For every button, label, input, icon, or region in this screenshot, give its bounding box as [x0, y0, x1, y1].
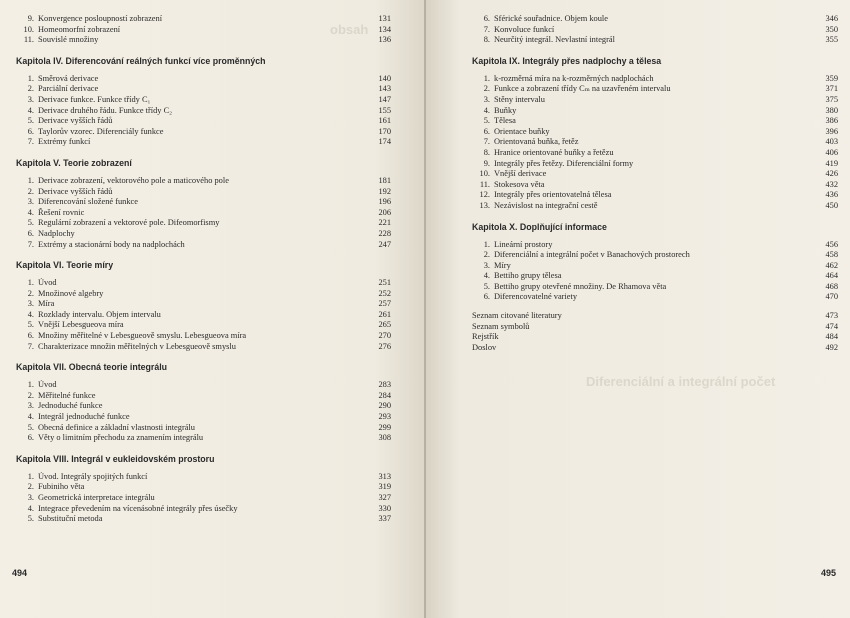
toc-entry: [16, 240, 391, 251]
toc-entry-title: Fubiniho věta: [38, 482, 85, 492]
toc-entry-page: 371: [825, 84, 838, 94]
toc-entry-number: 8.: [483, 147, 490, 157]
toc-entry-title: Seznam symbolů: [472, 321, 530, 331]
chapter-heading: Kapitola IX. Integrály přes nadplochy a tělesa: [472, 55, 662, 66]
toc-entry-page: 470: [825, 292, 838, 302]
toc-entry-number: 4.: [27, 412, 34, 422]
toc-entry-page: 192: [378, 186, 391, 196]
toc-entry-page: 380: [825, 105, 838, 115]
toc-entry: [472, 35, 838, 46]
right-toc-column: [472, 14, 838, 353]
toc-entry-number: 2.: [27, 186, 34, 196]
toc-entry: [472, 148, 838, 159]
toc-entry: [16, 14, 391, 25]
toc-entry-title: Věty o limitním přechodu za znamením integrálu: [38, 433, 204, 443]
toc-entry-page: 308: [378, 433, 391, 443]
toc-entry: [16, 401, 391, 412]
toc-entry-page: 375: [825, 94, 838, 104]
toc-entry: [472, 169, 838, 180]
toc-entry-title: Derivace vyšších řádů: [38, 186, 113, 196]
toc-entry-page: 450: [825, 200, 838, 210]
toc-entry: [472, 282, 838, 293]
toc-entry-title: Úvod: [38, 380, 57, 390]
toc-entry-page: 155: [378, 105, 391, 115]
toc-entry-title: Množiny měřitelné v Lebesgueově smyslu. Lebesgueova míra: [38, 331, 247, 341]
toc-entry-title: Derivace druhého řádu. Funkce třídy C₂: [38, 105, 173, 115]
toc-entry-number: 1.: [27, 175, 34, 185]
toc-entry-title: Bettiho grupy otevřené množiny. De Rhamova věta: [494, 281, 667, 291]
toc-entry-title: Extrémy funkcí: [38, 137, 91, 147]
toc-entry-title: Charakterizace množin měřitelných v Lebesgueově smyslu: [38, 341, 236, 351]
toc-entry-number: 3.: [27, 94, 34, 104]
toc-entry-page: 181: [378, 175, 391, 185]
toc-entry-title: Doslov: [472, 342, 497, 352]
toc-entry: [16, 472, 391, 483]
toc-entry: [472, 271, 838, 282]
toc-entry: [16, 391, 391, 402]
toc-entry-number: 11.: [23, 35, 34, 45]
toc-entry-title: Derivace vyšších řádů: [38, 116, 113, 126]
toc-entry-page: 228: [378, 228, 391, 238]
chapter-heading: Kapitola V. Teorie zobrazení: [16, 157, 132, 168]
toc-entry-number: 2.: [27, 390, 34, 400]
toc-entry-page: 350: [825, 24, 838, 34]
toc-entry-page: 456: [825, 239, 838, 249]
toc-entry-number: 1.: [27, 380, 34, 390]
toc-entry: [16, 116, 391, 127]
chapter-heading: Kapitola VII. Obecná teorie integrálu: [16, 362, 168, 373]
toc-entry-title: Diferencovatelné variety: [494, 292, 578, 302]
toc-entry: [16, 299, 391, 310]
toc-entry-page: 426: [825, 169, 838, 179]
toc-entry-title: Parciální derivace: [38, 84, 99, 94]
toc-entry-page: 284: [378, 390, 391, 400]
toc-entry-number: 11.: [479, 179, 490, 189]
toc-entry-title: Bettiho grupy tělesa: [494, 271, 562, 281]
toc-entry: [472, 261, 838, 272]
toc-entry-number: 6.: [27, 331, 34, 341]
toc-entry-title: Lineární prostory: [494, 239, 553, 249]
toc-entry-number: 5.: [27, 218, 34, 228]
left-page: obsah 9. Konvergence posloupností zobrazení 131 10. Homeomorfní zobrazení 134 11. Souvislé množiny 136 Kapitola IV. Diferencování reálných funkcí více proměnných 1. Směrová derivace 140 2. Parciální derivace 143 3. Derivace funkce. Funkce třídy C₁ 147 4. Derivace druhého řádu. Funkce třídy C₂ 155 5. Derivace vyšších řádů 161 6. Taylorův vzorec. Diferenciály funkce 170 7. Extrémy funkcí 174 Kapitola V. Teorie zobrazení 1. Derivace zobrazení, vektorového pole a maticového pole 181 2. Derivace vyšších řádů 192 3. Diferencování složené funkce 196 4. Řešení rovnic 206 5. Regulární zobrazení a vektorové pole. Difeomorfismy 221 6. Nadplochy 228 7. Extrémy a stacionární body na nadplochách 247 Kapitola VI. Teorie míry 1. Úvod 251 2. Množinové algebry 252 3. Míra 257 4. Rozklady intervalu. Objem intervalu 261 5. Vnější Lebesgueova míra 265 6. Množiny měřitelné v Lebesgueově smyslu. Lebesgueova míra 270 7. Charakterizace množin měřitelných v Lebesgueově smyslu 276 Kapitola VII. Obecná teorie integrálu 1. Úvod 283 2. Měřitelné funkce 284 3. Jednoduché funkce 290 4. Integrál jednoduché funkce 293 5. Obecná definice a základní vlastnosti integrálu 299 6. Věty o limitním přechodu za znamením integrálu 308 Kapitola VIII. Integrál v eukleidovském prostoru 1. Úvod. Integrály spojitých funkcí 313 2. Fubiniho věta 319 3. Geometrická interpretace integrálu 327 4. Integrace převedením na vícenásobné integrály přes úsečky 330 5. Substituční metoda 337 494: [0, 0, 426, 618]
toc-entry-title: Množinové algebry: [38, 288, 104, 298]
toc-entry-title: Jednoduché funkce: [38, 401, 103, 411]
toc-entry-title: Nadplochy: [38, 228, 75, 238]
toc-entry-title: Obecná definice a základní vlastnosti integrálu: [38, 422, 195, 432]
toc-entry-page: 403: [825, 137, 838, 147]
right-page: Diferenciální a integrální počet 6. Sférické souřadnice. Objem koule 346 7. Konvoluce funkcí 350 8. Neurčitý integrál. Nevlastní integrál 355 Kapitola IX. Integrály přes nadplochy a tělesa 1. k-rozměrná míra na k-rozměrných nadplochách 359 2. Funkce a zobrazení třídy Cₘ na uzavřeném intervalu 371 3. Stěny intervalu 375 4. Buňky 380 5. Tělesa 386 6. Orientace buňky 396 7. Orientovaná buňka, řetěz 403 8. Hranice orientované buňky a řetězu 406 9. Integrály přes řetězy. Diferenciální formy 419 10. Vnější derivace 426 11. Stokesova věta 432 12. Integrály přes orientovatelná tělesa 436 13. Nezávislost na integrační cestě 450 Kapitola X. Doplňující informace 1. Lineární prostory 456 2. Diferenciální a integrální počet v Banachových prostorech 458 3. Míry 462 4. Bettiho grupy tělesa 464 5. Bettiho grupy otevřené množiny. De Rhamova věta 468 6. Diferencovatelné variety 470 Seznam citované literatury 473 Seznam symbolů 474 Rejstřík 484 Doslov 492 495: [426, 0, 850, 618]
toc-entry: [472, 25, 838, 36]
toc-entry-page: 251: [378, 278, 391, 288]
toc-entry: [16, 331, 391, 342]
toc-entry: [16, 412, 391, 423]
toc-entry: [16, 320, 391, 331]
toc-entry-number: 1.: [27, 73, 34, 83]
toc-entry-number: 2.: [27, 288, 34, 298]
toc-entry-title: Úvod: [38, 278, 57, 288]
toc-entry-number: 4.: [483, 105, 490, 115]
toc-entry-number: 6.: [483, 292, 490, 302]
toc-entry-page: 327: [378, 493, 391, 502]
toc-entry-number: 8.: [483, 35, 490, 45]
toc-entry-number: 9.: [27, 14, 34, 23]
toc-entry-page: 140: [378, 73, 391, 83]
toc-entry: [16, 176, 391, 187]
toc-entry-page: 247: [378, 239, 391, 249]
toc-entry-page: 252: [378, 288, 391, 298]
toc-entry: [472, 74, 838, 85]
toc-entry-number: 12.: [479, 190, 490, 200]
toc-entry: [16, 310, 391, 321]
toc-entry: [16, 25, 391, 36]
toc-entry-page: 473: [825, 311, 838, 321]
toc-entry: [472, 190, 838, 201]
toc-entry: [16, 137, 391, 148]
toc-entry: [16, 433, 391, 444]
toc-entry-number: 10.: [23, 24, 34, 34]
toc-entry: [16, 187, 391, 198]
toc-entry-number: 7.: [27, 341, 34, 351]
toc-entry-number: 6.: [483, 14, 490, 23]
toc-entry-number: 2.: [27, 482, 34, 492]
toc-entry-page: 386: [825, 116, 838, 126]
toc-entry-page: 468: [825, 281, 838, 291]
toc-entry-title: Nezávislost na integrační cestě: [494, 200, 598, 210]
toc-entry-title: Geometrická interpretace integrálu: [38, 493, 155, 502]
left-toc-column: [16, 14, 391, 525]
toc-entry-page: 134: [378, 24, 391, 34]
toc-entry-page: 196: [378, 197, 391, 207]
toc-entry-title: Stokesova věta: [494, 179, 545, 189]
toc-entry-title: Integrace převedením na vícenásobné integrály přes úsečky: [38, 503, 238, 513]
toc-entry-number: 6.: [27, 228, 34, 238]
toc-entry: [16, 208, 391, 219]
toc-entry-title: Orientace buňky: [494, 126, 550, 136]
toc-entry-title: Diferenciální a integrální počet v Banachových prostorech: [494, 250, 690, 260]
toc-entry-page: 406: [825, 147, 838, 157]
toc-entry: [16, 74, 391, 85]
toc-entry: [472, 322, 838, 333]
toc-entry-page: 319: [378, 482, 391, 492]
right-page-number: 495: [820, 568, 836, 578]
toc-entry-number: 1.: [483, 239, 490, 249]
toc-entry-page: 432: [825, 179, 838, 189]
toc-entry-title: Funkce a zobrazení třídy Cₘ na uzavřeném intervalu: [494, 84, 671, 94]
toc-entry: [472, 95, 838, 106]
toc-entry-title: Seznam citované literatury: [472, 311, 562, 321]
spacer: [472, 303, 838, 311]
toc-entry-page: 276: [378, 341, 391, 351]
toc-entry-title: Extrémy a stacionární body na nadplochách: [38, 239, 185, 249]
toc-entry: [16, 197, 391, 208]
toc-entry: [16, 289, 391, 300]
toc-entry-title: Vnější Lebesgueova míra: [38, 320, 124, 330]
toc-entry: [472, 180, 838, 191]
toc-entry-page: 330: [378, 503, 391, 513]
toc-entry-number: 7.: [483, 24, 490, 34]
toc-entry: [16, 380, 391, 391]
toc-entry-page: 299: [378, 422, 391, 432]
toc-entry: [472, 332, 838, 343]
toc-entry-title: Stěny intervalu: [494, 94, 545, 104]
toc-entry-number: 7.: [483, 137, 490, 147]
toc-entry-number: 4.: [483, 271, 490, 281]
toc-entry: [472, 137, 838, 148]
chapter-heading: Kapitola IV. Diferencování reálných funkcí více proměnných: [16, 55, 266, 66]
toc-entry-title: Míry: [494, 260, 511, 270]
toc-entry-title: Taylorův vzorec. Diferenciály funkce: [38, 126, 164, 136]
toc-entry: [472, 116, 838, 127]
toc-entry-page: 261: [378, 309, 391, 319]
toc-entry: [472, 127, 838, 138]
toc-entry-number: 3.: [27, 493, 34, 502]
toc-entry-title: Konvoluce funkcí: [494, 24, 555, 34]
toc-entry-number: 1.: [27, 471, 34, 481]
chapter-heading: Kapitola VIII. Integrál v eukleidovském prostoru: [16, 453, 215, 464]
toc-entry-title: Směrová derivace: [38, 73, 99, 83]
toc-entry-number: 2.: [483, 250, 490, 260]
toc-entry-page: 462: [825, 260, 838, 270]
toc-entry-title: Derivace funkce. Funkce třídy C₁: [38, 94, 151, 104]
toc-entry-title: Neurčitý integrál. Nevlastní integrál: [494, 35, 615, 45]
toc-entry-number: 6.: [27, 126, 34, 136]
toc-entry: [472, 292, 838, 303]
toc-entry-page: 283: [378, 380, 391, 390]
toc-entry-title: Hranice orientované buňky a řetězu: [494, 147, 614, 157]
toc-entry-title: Vnější derivace: [494, 169, 547, 179]
toc-entry-page: 290: [378, 401, 391, 411]
toc-entry: [16, 514, 391, 525]
toc-entry-page: 396: [825, 126, 838, 136]
toc-entry-page: 474: [825, 321, 838, 331]
toc-entry-title: Tělesa: [494, 116, 516, 126]
toc-entry-number: 5.: [27, 116, 34, 126]
toc-entry: [472, 201, 838, 212]
toc-entry: [16, 229, 391, 240]
toc-entry-number: 3.: [27, 197, 34, 207]
toc-entry: [472, 250, 838, 261]
toc-entry-page: 436: [825, 190, 838, 200]
toc-entry-title: Řešení rovnic: [38, 207, 85, 217]
toc-entry-page: 221: [378, 218, 391, 228]
toc-entry-number: 6.: [27, 433, 34, 443]
toc-entry-page: 464: [825, 271, 838, 281]
toc-entry: [16, 84, 391, 95]
toc-entry-number: 4.: [27, 207, 34, 217]
toc-entry-page: 161: [378, 116, 391, 126]
toc-entry-title: Integrál jednoduché funkce: [38, 412, 130, 422]
toc-entry-page: 484: [825, 332, 838, 342]
toc-entry: [16, 35, 391, 46]
toc-entry-number: 3.: [27, 401, 34, 411]
toc-entry: [16, 342, 391, 353]
toc-entry-number: 7.: [27, 137, 34, 147]
chapter-heading: Kapitola X. Doplňující informace: [472, 221, 607, 232]
toc-entry-title: Sférické souřadnice. Objem koule: [494, 14, 608, 23]
toc-entry-page: 174: [378, 137, 391, 147]
toc-entry: [16, 127, 391, 138]
toc-entry-page: 270: [378, 331, 391, 341]
toc-entry-title: Míra: [38, 299, 55, 309]
toc-entry-number: 3.: [483, 94, 490, 104]
toc-entry: [16, 482, 391, 493]
toc-entry-page: 419: [825, 158, 838, 168]
toc-entry-number: 10.: [479, 169, 490, 179]
toc-entry-title: Úvod. Integrály spojitých funkcí: [38, 471, 148, 481]
toc-entry: [472, 343, 838, 354]
toc-entry-number: 2.: [483, 84, 490, 94]
toc-entry-title: Souvislé množiny: [38, 35, 99, 45]
toc-entry-number: 5.: [483, 116, 490, 126]
toc-entry-page: 131: [378, 14, 391, 23]
toc-entry-title: Konvergence posloupností zobrazení: [38, 14, 163, 23]
left-page-number: 494: [12, 568, 28, 578]
toc-entry-page: 313: [378, 471, 391, 481]
toc-entry: [16, 218, 391, 229]
toc-entry: [472, 159, 838, 170]
toc-entry-title: Integrály přes řetězy. Diferenciální formy: [494, 158, 634, 168]
toc-entry-number: 7.: [27, 239, 34, 249]
chapter-heading: Kapitola VI. Teorie míry: [16, 260, 114, 271]
toc-entry-page: 147: [378, 94, 391, 104]
toc-entry-number: 4.: [27, 105, 34, 115]
toc-entry-number: 5.: [483, 281, 490, 291]
toc-entry-page: 355: [825, 35, 838, 45]
toc-entry: [472, 240, 838, 251]
toc-entry-title: k-rozměrná míra na k-rozměrných nadplochách: [494, 73, 654, 83]
toc-entry-page: 143: [378, 84, 391, 94]
toc-entry-number: 2.: [27, 84, 34, 94]
toc-entry: [16, 493, 391, 504]
toc-entry: [472, 14, 838, 25]
toc-entry-title: Orientovaná buňka, řetěz: [494, 137, 579, 147]
toc-entry: [16, 95, 391, 106]
toc-entry-page: 206: [378, 207, 391, 217]
toc-entry: [472, 311, 838, 322]
toc-entry-page: 492: [825, 342, 838, 352]
toc-entry-page: 136: [378, 35, 391, 45]
toc-entry-title: Buňky: [494, 105, 517, 115]
toc-entry-page: 293: [378, 412, 391, 422]
toc-entry: [16, 278, 391, 289]
toc-entry-page: 257: [378, 299, 391, 309]
toc-entry-number: 3.: [483, 260, 490, 270]
toc-entry-page: 359: [825, 73, 838, 83]
toc-entry-number: 1.: [483, 73, 490, 83]
toc-entry-page: 337: [378, 514, 391, 524]
toc-entry-title: Derivace zobrazení, vektorového pole a maticového pole: [38, 175, 229, 185]
toc-entry-number: 5.: [27, 422, 34, 432]
toc-entry-number: 1.: [27, 278, 34, 288]
toc-entry-title: Diferencování složené funkce: [38, 197, 138, 207]
toc-entry: [472, 106, 838, 117]
toc-entry-number: 5.: [27, 320, 34, 330]
toc-entry-page: 458: [825, 250, 838, 260]
toc-entry-title: Rejstřík: [472, 332, 499, 342]
toc-entry-title: Regulární zobrazení a vektorové pole. Difeomorfismy: [38, 218, 220, 228]
toc-entry-page: 170: [378, 126, 391, 136]
toc-entry: [472, 84, 838, 95]
toc-entry-title: Integrály přes orientovatelná tělesa: [494, 190, 612, 200]
toc-entry: [16, 106, 391, 117]
toc-entry-number: 3.: [27, 299, 34, 309]
toc-entry-title: Homeomorfní zobrazení: [38, 24, 121, 34]
toc-entry-page: 265: [378, 320, 391, 330]
toc-entry-number: 13.: [479, 200, 490, 210]
toc-entry-title: Měřitelné funkce: [38, 390, 96, 400]
toc-entry-number: 4.: [27, 503, 34, 513]
toc-entry: [16, 504, 391, 515]
toc-entry-number: 4.: [27, 309, 34, 319]
toc-entry-number: 5.: [27, 514, 34, 524]
toc-entry-number: 6.: [483, 126, 490, 136]
toc-entry-title: Substituční metoda: [38, 514, 103, 524]
toc-entry: [16, 423, 391, 434]
toc-entry-number: 9.: [483, 158, 490, 168]
toc-entry-page: 346: [825, 14, 838, 23]
toc-entry-title: Rozklady intervalu. Objem intervalu: [38, 309, 161, 319]
